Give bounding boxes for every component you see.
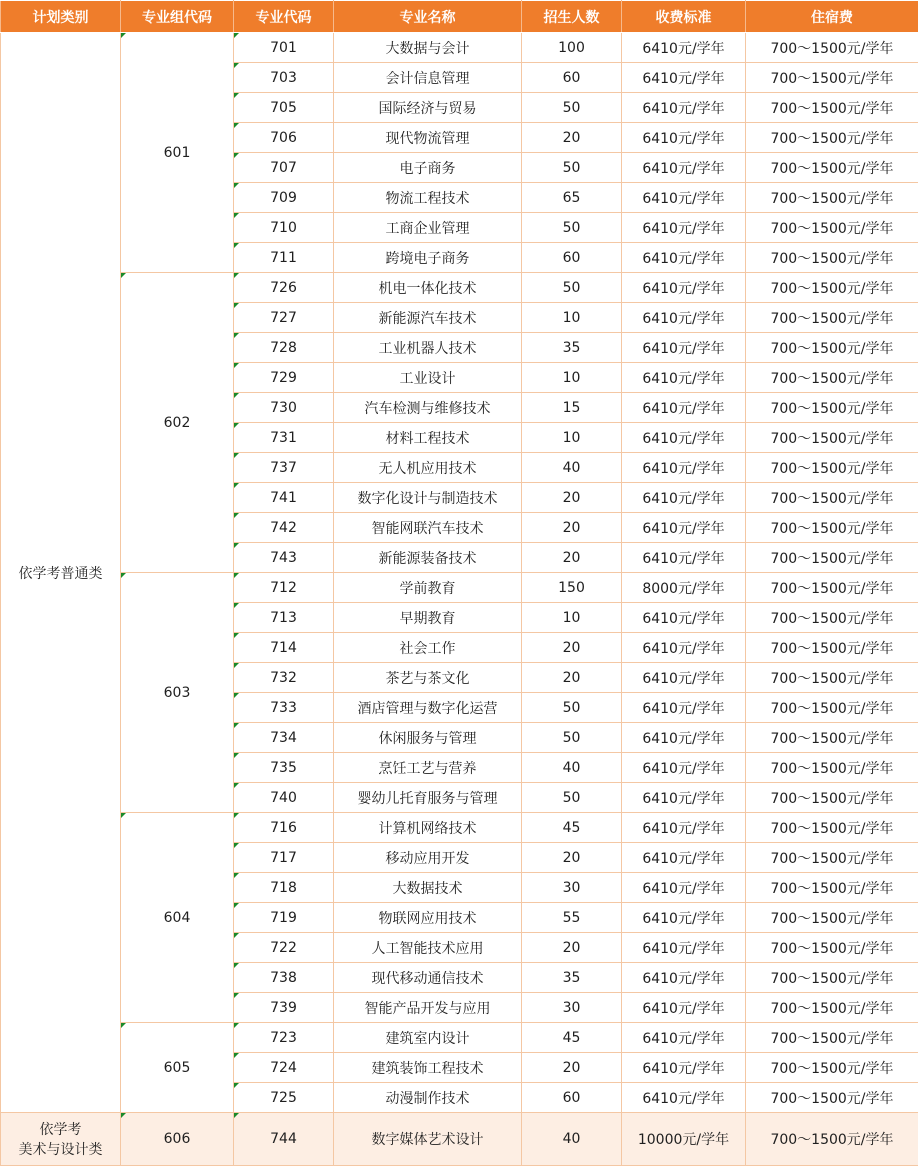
dorm-fee-cell: 700～1500元/学年	[746, 663, 918, 693]
major-name-cell: 材料工程技术	[334, 423, 522, 453]
tuition-fee-cell: 6410元/学年	[622, 663, 746, 693]
major-code-cell: 724	[234, 1053, 334, 1083]
enrollment-count-cell: 10	[522, 303, 622, 333]
dorm-fee-cell: 700～1500元/学年	[746, 633, 918, 663]
major-name-cell: 婴幼儿托育服务与管理	[334, 783, 522, 813]
major-name-cell: 计算机网络技术	[334, 813, 522, 843]
dorm-fee-cell: 700～1500元/学年	[746, 543, 918, 573]
enrollment-count-cell: 30	[522, 873, 622, 903]
major-code-cell: 734	[234, 723, 334, 753]
tuition-fee-cell: 6410元/学年	[622, 63, 746, 93]
major-name-cell: 酒店管理与数字化运营	[334, 693, 522, 723]
dorm-fee-cell: 700～1500元/学年	[746, 1023, 918, 1053]
enrollment-count-cell: 50	[522, 153, 622, 183]
dorm-fee-cell: 700～1500元/学年	[746, 603, 918, 633]
dorm-fee-cell: 700～1500元/学年	[746, 753, 918, 783]
major-code-cell: 737	[234, 453, 334, 483]
enrollment-count-cell: 50	[522, 273, 622, 303]
dorm-fee-cell: 700～1500元/学年	[746, 453, 918, 483]
major-code-cell: 717	[234, 843, 334, 873]
major-name-cell: 跨境电子商务	[334, 243, 522, 273]
major-name-cell: 物流工程技术	[334, 183, 522, 213]
group-code-cell: 604	[121, 813, 234, 1023]
dorm-fee-cell: 700～1500元/学年	[746, 393, 918, 423]
tuition-fee-cell: 6410元/学年	[622, 333, 746, 363]
major-name-cell: 机电一体化技术	[334, 273, 522, 303]
enrollment-count-cell: 40	[522, 453, 622, 483]
major-code-cell: 703	[234, 63, 334, 93]
tuition-fee-cell: 6410元/学年	[622, 423, 746, 453]
major-code-cell: 743	[234, 543, 334, 573]
major-code-cell: 707	[234, 153, 334, 183]
tuition-fee-cell: 6410元/学年	[622, 963, 746, 993]
major-name-cell: 会计信息管理	[334, 63, 522, 93]
major-code-cell: 713	[234, 603, 334, 633]
enrollment-count-cell: 50	[522, 93, 622, 123]
table-row	[1, 813, 918, 843]
enrollment-count-cell: 50	[522, 693, 622, 723]
enrollment-count-cell: 50	[522, 213, 622, 243]
major-code-cell: 733	[234, 693, 334, 723]
dorm-fee-cell: 700～1500元/学年	[746, 123, 918, 153]
major-name-cell: 现代移动通信技术	[334, 963, 522, 993]
header-major-name: 专业名称	[334, 1, 522, 33]
header-major-code: 专业代码	[234, 1, 334, 33]
major-name-cell: 数字化设计与制造技术	[334, 483, 522, 513]
group-code-cell: 602	[121, 273, 234, 573]
major-code-cell: 731	[234, 423, 334, 453]
header-enrollment-count: 招生人数	[522, 1, 622, 33]
group-code-cell: 601	[121, 33, 234, 273]
enrollment-count-cell: 20	[522, 933, 622, 963]
major-code-cell: 729	[234, 363, 334, 393]
major-name-cell: 早期教育	[334, 603, 522, 633]
tuition-fee-cell: 6410元/学年	[622, 723, 746, 753]
dorm-fee-cell: 700～1500元/学年	[746, 423, 918, 453]
tuition-fee-cell: 6410元/学年	[622, 1023, 746, 1053]
dorm-fee-cell: 700～1500元/学年	[746, 483, 918, 513]
dorm-fee-cell: 700～1500元/学年	[746, 873, 918, 903]
dorm-fee-cell: 700～1500元/学年	[746, 153, 918, 183]
enrollment-count-cell: 65	[522, 183, 622, 213]
dorm-fee-cell: 700～1500元/学年	[746, 1053, 918, 1083]
enrollment-count-cell: 35	[522, 333, 622, 363]
major-code-cell: 728	[234, 333, 334, 363]
major-name-cell: 休闲服务与管理	[334, 723, 522, 753]
tuition-fee-cell: 6410元/学年	[622, 93, 746, 123]
tuition-fee-cell: 6410元/学年	[622, 123, 746, 153]
plan-category-line: 美术与设计类	[1, 1139, 120, 1159]
major-code-cell: 723	[234, 1023, 334, 1053]
tuition-fee-cell: 6410元/学年	[622, 213, 746, 243]
major-name-cell: 茶艺与茶文化	[334, 663, 522, 693]
dorm-fee-cell: 700～1500元/学年	[746, 363, 918, 393]
enrollment-count-cell: 20	[522, 543, 622, 573]
major-code-cell: 738	[234, 963, 334, 993]
major-name-cell: 工商企业管理	[334, 213, 522, 243]
group-code-cell: 603	[121, 573, 234, 813]
major-name-cell: 建筑室内设计	[334, 1023, 522, 1053]
enrollment-count-cell: 50	[522, 783, 622, 813]
major-code-cell: 711	[234, 243, 334, 273]
dorm-fee-cell: 700～1500元/学年	[746, 933, 918, 963]
tuition-fee-cell: 6410元/学年	[622, 543, 746, 573]
tuition-fee-cell: 6410元/学年	[622, 1083, 746, 1113]
major-name-cell: 大数据与会计	[334, 33, 522, 63]
dorm-fee-cell: 700～1500元/学年	[746, 213, 918, 243]
enrollment-count-cell: 10	[522, 363, 622, 393]
table-row	[1, 33, 918, 63]
major-code-cell: 740	[234, 783, 334, 813]
major-name-cell: 工业机器人技术	[334, 333, 522, 363]
major-name-cell: 无人机应用技术	[334, 453, 522, 483]
major-name-cell: 新能源汽车技术	[334, 303, 522, 333]
major-code-cell: 719	[234, 903, 334, 933]
dorm-fee-cell: 700～1500元/学年	[746, 723, 918, 753]
dorm-fee-cell: 700～1500元/学年	[746, 63, 918, 93]
dorm-fee-cell: 700～1500元/学年	[746, 93, 918, 123]
enrollment-count-cell: 10	[522, 423, 622, 453]
enrollment-count-cell: 15	[522, 393, 622, 423]
major-code-cell: 714	[234, 633, 334, 663]
dorm-fee-cell: 700～1500元/学年	[746, 963, 918, 993]
tuition-fee-cell: 6410元/学年	[622, 483, 746, 513]
dorm-fee-cell: 700～1500元/学年	[746, 783, 918, 813]
tuition-fee-cell: 6410元/学年	[622, 273, 746, 303]
dorm-fee-cell: 700～1500元/学年	[746, 273, 918, 303]
major-name-cell: 智能产品开发与应用	[334, 993, 522, 1023]
enrollment-count-cell: 10	[522, 603, 622, 633]
major-name-cell: 电子商务	[334, 153, 522, 183]
major-code-cell: 735	[234, 753, 334, 783]
major-code-cell: 710	[234, 213, 334, 243]
major-code-cell: 706	[234, 123, 334, 153]
header-plan-category: 计划类别	[1, 1, 121, 33]
major-code-cell: 726	[234, 273, 334, 303]
tuition-fee-cell: 6410元/学年	[622, 783, 746, 813]
dorm-fee-cell: 700～1500元/学年	[746, 1113, 918, 1166]
major-code-cell: 716	[234, 813, 334, 843]
plan-category-cell: 依学考普通类	[1, 33, 121, 1113]
major-code-cell: 744	[234, 1113, 334, 1166]
group-code-cell: 606	[121, 1113, 234, 1166]
dorm-fee-cell: 700～1500元/学年	[746, 573, 918, 603]
tuition-fee-cell: 6410元/学年	[622, 903, 746, 933]
major-code-cell: 741	[234, 483, 334, 513]
major-name-cell: 移动应用开发	[334, 843, 522, 873]
major-name-cell: 烹饪工艺与营养	[334, 753, 522, 783]
tuition-fee-cell: 6410元/学年	[622, 753, 746, 783]
header-group-code: 专业组代码	[121, 1, 234, 33]
plan-category-line: 依学考	[1, 1119, 120, 1139]
major-name-cell: 学前教育	[334, 573, 522, 603]
dorm-fee-cell: 700～1500元/学年	[746, 303, 918, 333]
major-code-cell: 718	[234, 873, 334, 903]
table-row	[1, 573, 918, 603]
tuition-fee-cell: 6410元/学年	[622, 813, 746, 843]
major-name-cell: 数字媒体艺术设计	[334, 1113, 522, 1166]
major-name-cell: 建筑装饰工程技术	[334, 1053, 522, 1083]
tuition-fee-cell: 6410元/学年	[622, 183, 746, 213]
major-code-cell: 709	[234, 183, 334, 213]
tuition-fee-cell: 6410元/学年	[622, 363, 746, 393]
major-code-cell: 725	[234, 1083, 334, 1113]
tuition-fee-cell: 8000元/学年	[622, 573, 746, 603]
enrollment-count-cell: 20	[522, 663, 622, 693]
group-code-cell: 605	[121, 1023, 234, 1113]
enrollment-count-cell: 40	[522, 753, 622, 783]
enrollment-count-cell: 45	[522, 1023, 622, 1053]
enrollment-count-cell: 100	[522, 33, 622, 63]
dorm-fee-cell: 700～1500元/学年	[746, 1083, 918, 1113]
major-code-cell: 701	[234, 33, 334, 63]
major-code-cell: 727	[234, 303, 334, 333]
dorm-fee-cell: 700～1500元/学年	[746, 843, 918, 873]
major-name-cell: 物联网应用技术	[334, 903, 522, 933]
enrollment-count-cell: 35	[522, 963, 622, 993]
tuition-fee-cell: 6410元/学年	[622, 303, 746, 333]
enrollment-count-cell: 45	[522, 813, 622, 843]
tuition-fee-cell: 6410元/学年	[622, 453, 746, 483]
dorm-fee-cell: 700～1500元/学年	[746, 333, 918, 363]
tuition-fee-cell: 6410元/学年	[622, 843, 746, 873]
major-name-cell: 工业设计	[334, 363, 522, 393]
enrollment-count-cell: 50	[522, 723, 622, 753]
tuition-fee-cell: 6410元/学年	[622, 993, 746, 1023]
major-code-cell: 730	[234, 393, 334, 423]
tuition-fee-cell: 6410元/学年	[622, 633, 746, 663]
major-name-cell: 现代物流管理	[334, 123, 522, 153]
tuition-fee-cell: 6410元/学年	[622, 873, 746, 903]
major-code-cell: 722	[234, 933, 334, 963]
enrollment-count-cell: 60	[522, 243, 622, 273]
table-row	[1, 1023, 918, 1053]
enrollment-count-cell: 60	[522, 1083, 622, 1113]
dorm-fee-cell: 700～1500元/学年	[746, 513, 918, 543]
header-tuition-fee: 收费标准	[622, 1, 746, 33]
major-code-cell: 705	[234, 93, 334, 123]
dorm-fee-cell: 700～1500元/学年	[746, 183, 918, 213]
enrollment-count-cell: 20	[522, 513, 622, 543]
tuition-fee-cell: 6410元/学年	[622, 393, 746, 423]
header-row	[1, 1, 918, 33]
enrollment-count-cell: 20	[522, 633, 622, 663]
enrollment-count-cell: 40	[522, 1113, 622, 1166]
tuition-fee-cell: 10000元/学年	[622, 1113, 746, 1166]
enrollment-count-cell: 60	[522, 63, 622, 93]
major-name-cell: 国际经济与贸易	[334, 93, 522, 123]
major-name-cell: 人工智能技术应用	[334, 933, 522, 963]
major-code-cell: 739	[234, 993, 334, 1023]
tuition-fee-cell: 6410元/学年	[622, 933, 746, 963]
dorm-fee-cell: 700～1500元/学年	[746, 993, 918, 1023]
tuition-fee-cell: 6410元/学年	[622, 693, 746, 723]
tuition-fee-cell: 6410元/学年	[622, 33, 746, 63]
tuition-fee-cell: 6410元/学年	[622, 1053, 746, 1083]
dorm-fee-cell: 700～1500元/学年	[746, 903, 918, 933]
major-code-cell: 742	[234, 513, 334, 543]
major-name-cell: 新能源装备技术	[334, 543, 522, 573]
enrollment-count-cell: 20	[522, 123, 622, 153]
major-code-cell: 732	[234, 663, 334, 693]
tuition-fee-cell: 6410元/学年	[622, 603, 746, 633]
major-name-cell: 社会工作	[334, 633, 522, 663]
major-name-cell: 动漫制作技术	[334, 1083, 522, 1113]
tuition-fee-cell: 6410元/学年	[622, 153, 746, 183]
plan-category-cell	[1, 1113, 121, 1166]
major-name-cell: 智能网联汽车技术	[334, 513, 522, 543]
enrollment-count-cell: 20	[522, 843, 622, 873]
enrollment-count-cell: 150	[522, 573, 622, 603]
tuition-fee-cell: 6410元/学年	[622, 513, 746, 543]
dorm-fee-cell: 700～1500元/学年	[746, 243, 918, 273]
table-row	[1, 1113, 918, 1166]
dorm-fee-cell: 700～1500元/学年	[746, 813, 918, 843]
major-name-cell: 汽车检测与维修技术	[334, 393, 522, 423]
table-row	[1, 273, 918, 303]
tuition-fee-cell: 6410元/学年	[622, 243, 746, 273]
enrollment-count-cell: 30	[522, 993, 622, 1023]
dorm-fee-cell: 700～1500元/学年	[746, 693, 918, 723]
enrollment-count-cell: 55	[522, 903, 622, 933]
enrollment-count-cell: 20	[522, 1053, 622, 1083]
header-dorm-fee: 住宿费	[746, 1, 918, 33]
major-code-cell: 712	[234, 573, 334, 603]
dorm-fee-cell: 700～1500元/学年	[746, 33, 918, 63]
enrollment-count-cell: 20	[522, 483, 622, 513]
major-name-cell: 大数据技术	[334, 873, 522, 903]
table-body	[1, 33, 918, 1166]
